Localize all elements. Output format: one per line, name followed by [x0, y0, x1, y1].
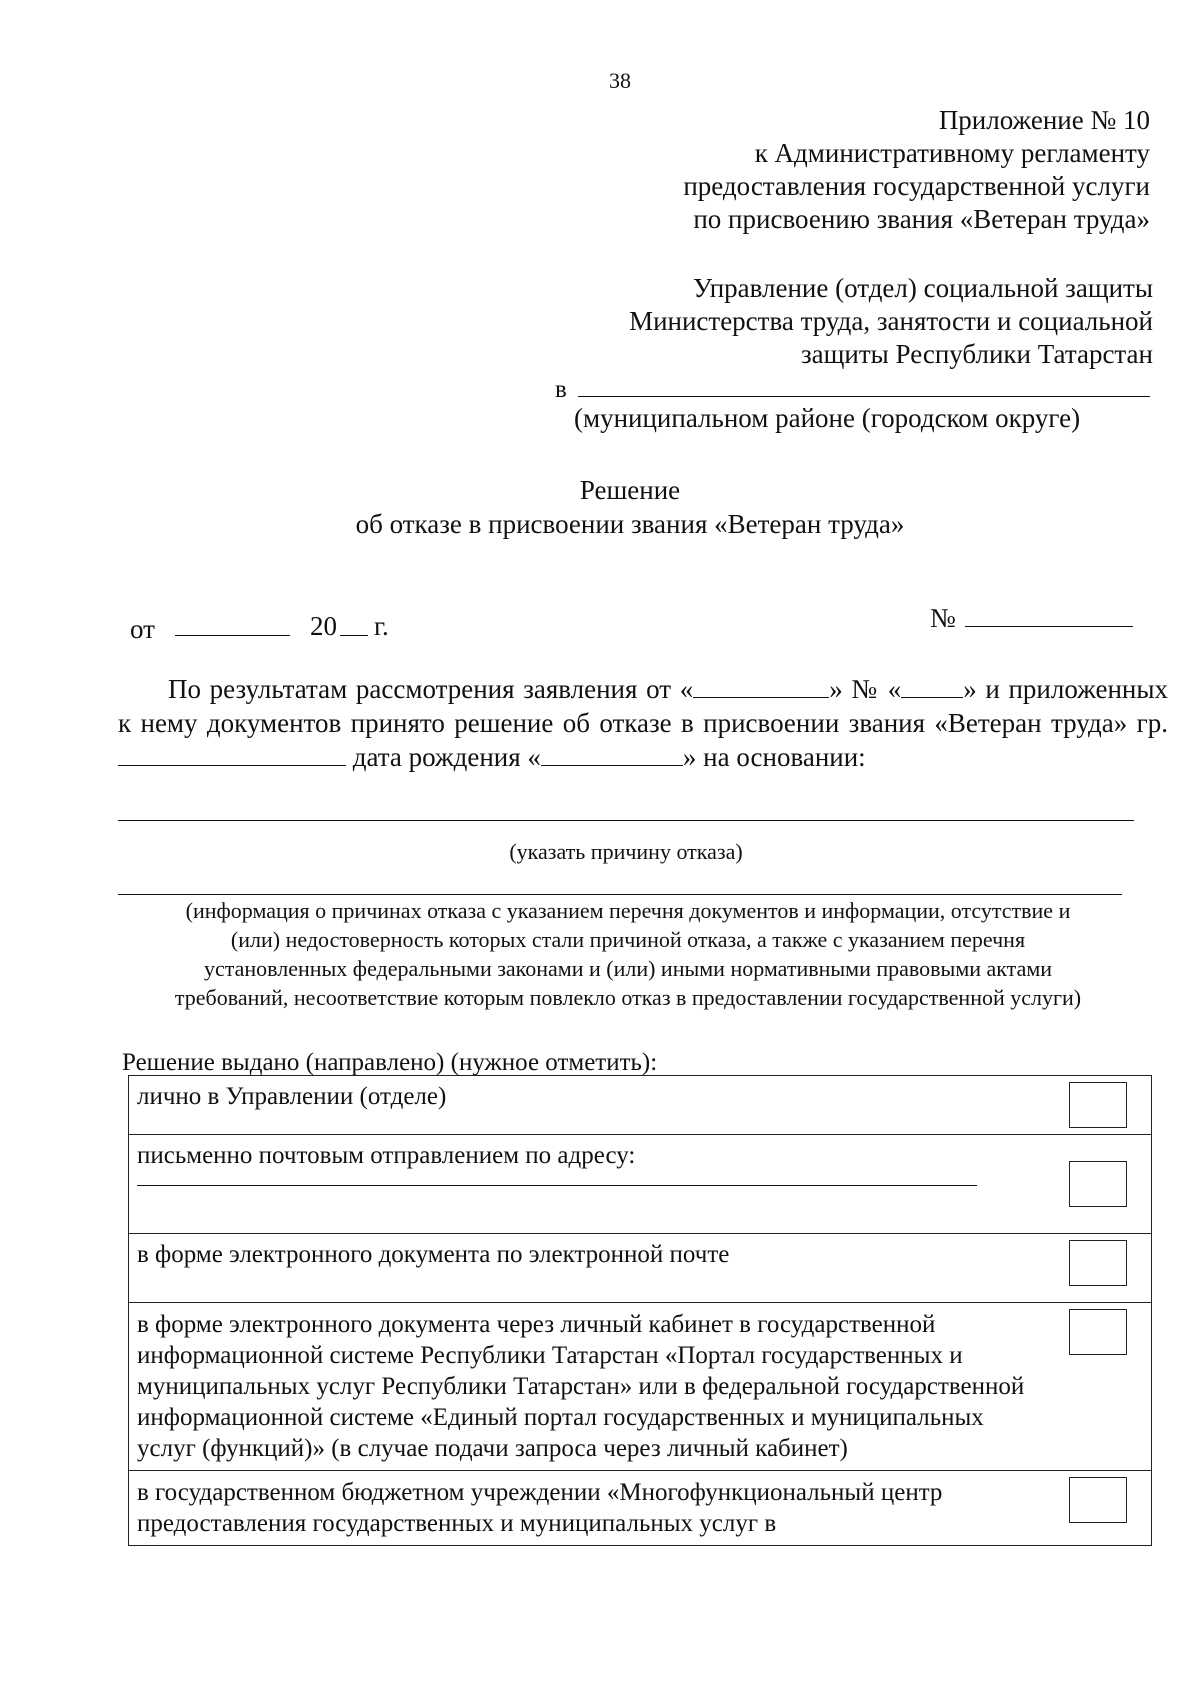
delivery-option-mail: письменно почтовым отправлением по адресу: [137, 1142, 636, 1169]
number-sign: № [930, 603, 956, 633]
delivery-option-row [129, 1234, 1152, 1303]
refusal-info-caption [118, 896, 1138, 1012]
page-number: 38 [609, 68, 631, 93]
refusal-reason-caption: (указать причину отказа) [509, 839, 743, 864]
info-caption-line-1: (информация о причинах отказа с указанием перечня документов и информации, отсутствие и [185, 898, 1071, 923]
decision-date-field[interactable] [175, 635, 290, 636]
delivery-option-row [129, 1076, 1152, 1135]
municipality-field[interactable] [578, 396, 1150, 397]
delivery-option-email: в форме электронного документа по электронной почте [129, 1234, 1052, 1303]
citizen-name-field[interactable] [118, 743, 346, 766]
year-prefix: 20 [310, 611, 337, 641]
org-prefix-v: в [555, 376, 567, 403]
delivery-option-portal: в форме электронного документа через личный кабинет в государственной информационной системе Республики Татарстан «Портал государственных и муниципальных услуг Республики Татарстан» или в федеральной государственной информационной системе «Единый портал государственных и муниципальных услуг (функций)» (в случае подачи запроса через личный кабинет) [129, 1303, 1052, 1471]
intro-text-4: дата рождения « [352, 742, 541, 772]
org-line-3: защиты Республики Татарстан [800, 339, 1153, 369]
intro-text-3: » и приложенных к нему документов принято решение об отказе в присвоении звания «Ветеран труда» гр. [118, 674, 1168, 738]
document-title: Решение [579, 475, 681, 505]
appendix-line-2: к Административному регламенту [754, 138, 1150, 168]
delivery-option-cell [1051, 1303, 1152, 1471]
checkbox-portal[interactable] [1069, 1309, 1127, 1355]
application-number-field[interactable] [901, 675, 963, 698]
info-caption-line-2: (или) недостоверность которых стали причиной отказа, а также с указанием перечня [230, 927, 1026, 952]
delivery-option-row [129, 1135, 1152, 1234]
info-caption-line-4: требований, несоответствие которым повлекло отказ в предоставлении государственной услуги) [174, 985, 1082, 1010]
checkbox-mfc[interactable] [1069, 1477, 1127, 1523]
delivery-option-row [129, 1471, 1152, 1546]
decision-number-field[interactable] [965, 626, 1133, 627]
checkbox-in-person[interactable] [1069, 1082, 1127, 1128]
delivery-option-cell [1051, 1234, 1152, 1303]
delivery-option-row [129, 1303, 1152, 1471]
refusal-reason-field[interactable] [118, 820, 1134, 821]
delivery-option-cell [1051, 1471, 1152, 1546]
municipality-caption: (муниципальном районе (городском округе) [574, 403, 1081, 433]
org-line-2: Министерства труда, занятости и социальной [629, 306, 1153, 336]
addressee-block [553, 272, 1153, 371]
delivery-option-mail-cell [129, 1135, 1052, 1234]
intro-paragraph [118, 672, 1168, 774]
year-field[interactable] [340, 635, 368, 636]
org-line-1: Управление (отдел) социальной защиты [692, 273, 1153, 303]
birth-date-field[interactable] [541, 743, 683, 766]
refusal-info-field[interactable] [118, 894, 1122, 895]
appendix-line-4: по присвоению звания «Ветеран труда» [693, 204, 1150, 234]
document-subtitle: об отказе в присвоении звания «Ветеран труда» [355, 509, 905, 539]
delivery-option-cell [1051, 1076, 1152, 1135]
application-date-field[interactable] [693, 675, 829, 698]
intro-text-5: » на основании: [682, 742, 866, 772]
delivery-option-mfc: в государственном бюджетном учреждении «Многофункциональный центр предоставления государственных и муниципальных услуг в [129, 1471, 1052, 1546]
delivery-heading: Решение выдано (направлено) (нужное отметить): [122, 1049, 658, 1076]
appendix-line-1: Приложение № 10 [938, 105, 1150, 135]
delivery-options-table [128, 1075, 1152, 1546]
appendix-line-3: предоставления государственной услуги [683, 171, 1150, 201]
info-caption-line-3: установленных федеральными законами и (или) иными нормативными правовыми актами [203, 956, 1053, 981]
delivery-option-cell [1051, 1135, 1152, 1234]
mail-address-field[interactable] [137, 1171, 977, 1186]
intro-text-2: » № « [829, 674, 902, 704]
checkbox-email[interactable] [1069, 1240, 1127, 1286]
intro-text-1: По результатам рассмотрения заявления от « [168, 674, 694, 704]
year-suffix: г. [374, 611, 389, 641]
date-from-label: от [130, 614, 155, 644]
checkbox-mail[interactable] [1069, 1161, 1127, 1207]
delivery-option-in-person: лично в Управлении (отделе) [129, 1076, 1052, 1135]
appendix-header [550, 104, 1150, 236]
